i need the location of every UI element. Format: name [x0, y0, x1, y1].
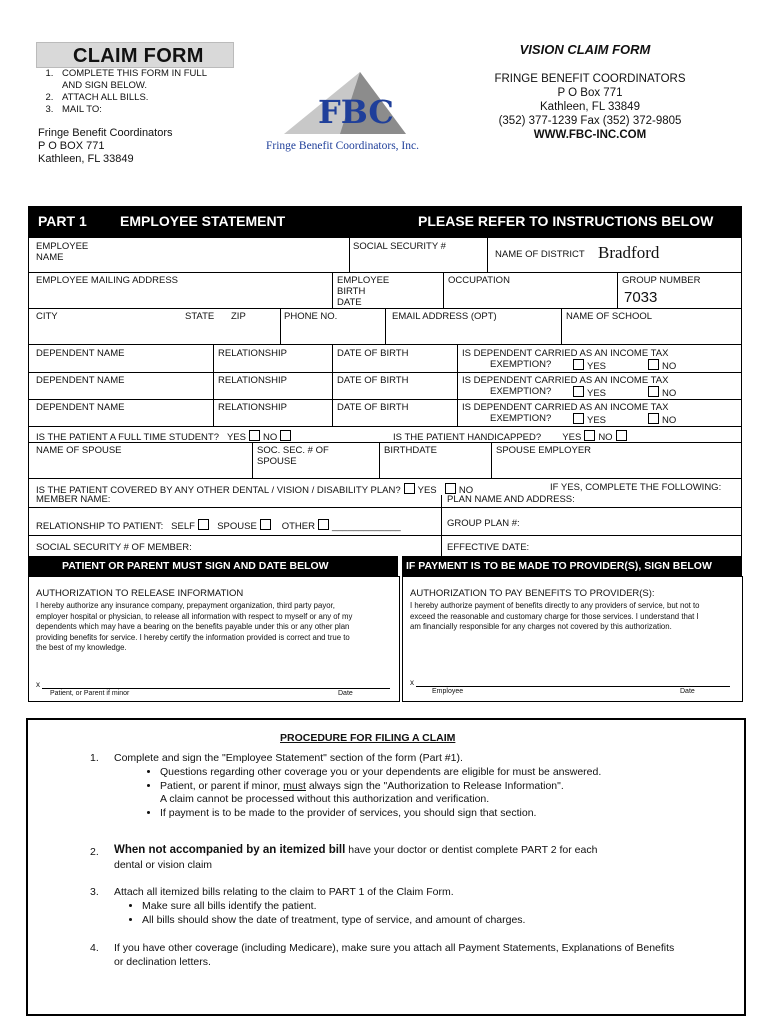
form-title: CLAIM FORM	[73, 45, 204, 67]
other-checkbox[interactable]	[318, 519, 329, 530]
form-title-bar	[36, 42, 234, 68]
step-1-bullets	[114, 766, 601, 820]
procedure-box	[26, 718, 746, 1016]
release-heading: AUTHORIZATION TO RELEASE INFORMATION	[36, 588, 244, 599]
company-web: WWW.FBC-INC.COM	[533, 129, 647, 141]
mail-box: P O BOX 771	[38, 140, 105, 152]
step-3-bullets	[96, 900, 525, 927]
procedure-step-4: If you have other coverage (including Medicare), make sure you attach all Payment Statements, Explanations of Benefits	[114, 942, 675, 954]
self-checkbox[interactable]	[198, 519, 209, 530]
dob-label: DATE OF BIRTH	[337, 375, 409, 386]
patient-signature-line[interactable]	[42, 688, 390, 689]
relationship-label: RELATIONSHIP	[218, 402, 287, 413]
refer-text: PLEASE REFER TO INSTRUCTIONS BELOW	[418, 213, 714, 229]
yes-option[interactable]: YES	[570, 413, 606, 427]
birth-date-label: EMPLOYEE BIRTH DATE	[337, 275, 390, 308]
pay-heading: AUTHORIZATION TO PAY BENEFITS TO PROVIDER(S):	[410, 588, 655, 599]
step-3: 3. MAIL TO:	[56, 104, 222, 116]
school-label: NAME OF SCHOOL	[566, 311, 653, 322]
exemption-label: EXEMPTION?	[490, 359, 552, 370]
zip-label: ZIP	[231, 311, 246, 322]
part-label: PART 1	[38, 213, 87, 229]
company-box: P O Box 771	[557, 87, 623, 99]
procedure-step-1: Complete and sign the "Employee Statement" section of the form (Part #1).	[114, 752, 463, 764]
if-yes-label: IF YES, COMPLETE THE FOLLOWING:	[550, 482, 722, 493]
vision-claim-title: VISION CLAIM FORM	[519, 42, 651, 57]
employee-name-label: EMPLOYEE NAME	[36, 241, 89, 263]
no-checkbox[interactable]	[648, 386, 659, 397]
other-plan-question: IS THE PATIENT COVERED BY ANY OTHER DENTAL / VISION / DISABILITY PLAN? YES NO	[36, 485, 474, 496]
other-plan-yes-checkbox[interactable]	[404, 483, 415, 494]
tax-question: IS DEPENDENT CARRIED AS AN INCOME TAX	[462, 375, 669, 386]
state-label: STATE	[185, 311, 215, 322]
no-option[interactable]: NO	[645, 413, 676, 427]
dependent-name-label: DEPENDENT NAME	[36, 402, 125, 413]
handicapped-question: IS THE PATIENT HANDICAPPED? YES NO	[393, 430, 630, 444]
step-number-1: 1.	[90, 752, 99, 764]
procedure-step-3: Attach all itemized bills relating to the claim to PART 1 of the Claim Form.	[114, 886, 454, 898]
yes-checkbox[interactable]	[573, 413, 584, 424]
step-number-4: 4.	[90, 942, 99, 954]
relationship-label: RELATIONSHIP	[218, 375, 287, 386]
spouse-ssn-label: SOC. SEC. # OF SPOUSE	[257, 445, 329, 467]
logo-text: FBC	[318, 93, 394, 131]
company-city: Kathleen, FL 33849	[540, 101, 640, 113]
fbc-logo	[262, 70, 452, 158]
relationship-to-patient: RELATIONSHIP TO PATIENT: SELF SPOUSE OTHER _____________	[36, 521, 401, 532]
release-text: I hereby authorize any insurance company, prepayment organization, third party payor, employer hospital or physician, to release all information with respect to myself or any of my dependents which may have a bearing on the benefits payable under this or any other plan providing benefits for service. I hereby certify the information provided is correct and true to the best of my knowledge.	[36, 601, 353, 652]
yes-checkbox[interactable]	[573, 359, 584, 370]
other-plan-no-checkbox[interactable]	[445, 483, 456, 494]
bullet: • Questions regarding other coverage you or your dependents are eligible for must be answered.	[160, 766, 601, 780]
group-plan-label: GROUP PLAN #:	[447, 518, 520, 529]
email-label: EMAIL ADDRESS (OPT)	[392, 311, 497, 322]
step-1: 1. COMPLETE THIS FORM IN FULL AND SIGN BELOW.	[56, 68, 222, 92]
employee-date-label: Date	[680, 688, 695, 695]
yes-option[interactable]: YES	[570, 386, 606, 400]
no-checkbox[interactable]	[648, 359, 659, 370]
bullet: • Patient, or parent if minor, must always sign the "Authorization to Release Information".	[160, 780, 601, 794]
step-number-2: 2.	[90, 846, 99, 858]
bullet: • Make sure all bills identify the patient.	[142, 900, 525, 914]
dob-label: DATE OF BIRTH	[337, 348, 409, 359]
patient-sign-title: PATIENT OR PARENT MUST SIGN AND DATE BELOW	[62, 560, 329, 572]
handicapped-yes-checkbox[interactable]	[584, 430, 595, 441]
step-number-3: 3.	[90, 886, 99, 898]
patient-signer-label: Patient, or Parent if minor	[50, 690, 130, 697]
provider-sign-title: IF PAYMENT IS TO BE MADE TO PROVIDER(S), SIGN BELOW	[406, 560, 712, 572]
no-option[interactable]: NO	[645, 386, 676, 400]
mailing-address-label: EMPLOYEE MAILING ADDRESS	[36, 275, 179, 286]
logo-subtitle: Fringe Benefit Coordinators, Inc.	[266, 140, 419, 152]
handicapped-no-checkbox[interactable]	[616, 430, 627, 441]
member-ssn-label: SOCIAL SECURITY # OF MEMBER:	[36, 542, 192, 553]
effective-date-label: EFFECTIVE DATE:	[447, 542, 530, 553]
phone-label: PHONE NO.	[284, 311, 338, 322]
dependent-name-label: DEPENDENT NAME	[36, 348, 125, 359]
group-number-value[interactable]: 7033	[624, 289, 658, 306]
step-2: 2. ATTACH ALL BILLS.	[56, 92, 222, 104]
spouse-checkbox[interactable]	[260, 519, 271, 530]
patient-x-mark: x	[36, 680, 40, 689]
dependent-name-label: DEPENDENT NAME	[36, 375, 125, 386]
yes-checkbox[interactable]	[573, 386, 584, 397]
pay-text: I hereby authorize payment of benefits directly to any providers of service, but not to exceed the reasonable and customary charge for those services. I understand that I am financially responsible for any charges not covered by this authorization.	[410, 601, 700, 631]
ssn-label: SOCIAL SECURITY #	[353, 241, 446, 252]
patient-date-label: Date	[338, 690, 353, 697]
instructions-list	[20, 68, 222, 116]
exemption-label: EXEMPTION?	[490, 386, 552, 397]
dob-label: DATE OF BIRTH	[337, 402, 409, 413]
procedure-step-2-line2: dental or vision claim	[114, 859, 213, 871]
tax-question: IS DEPENDENT CARRIED AS AN INCOME TAX	[462, 348, 669, 359]
member-name-label: MEMBER NAME:	[36, 494, 111, 505]
tax-question: IS DEPENDENT CARRIED AS AN INCOME TAX	[462, 402, 669, 413]
occupation-label: OCCUPATION	[448, 275, 510, 286]
employee-signature-line[interactable]	[416, 686, 730, 687]
no-option[interactable]: NO	[645, 359, 676, 373]
procedure-step-2: When not accompanied by an itemized bill have your doctor or dentist complete PART 2 for each	[114, 844, 598, 856]
student-no-checkbox[interactable]	[280, 430, 291, 441]
company-phone: (352) 377-1239 Fax (352) 372-9805	[498, 115, 682, 127]
company-name: FRINGE BENEFIT COORDINATORS	[494, 73, 686, 85]
exemption-label: EXEMPTION?	[490, 413, 552, 424]
bullet: • All bills should show the date of treatment, type of service, and amount of charges.	[142, 914, 525, 928]
yes-option[interactable]: YES	[570, 359, 606, 373]
mail-name: Fringe Benefit Coordinators	[38, 127, 173, 139]
district-value[interactable]: Bradford	[598, 243, 660, 262]
procedure-title: PROCEDURE FOR FILING A CLAIM	[280, 732, 456, 744]
no-checkbox[interactable]	[648, 413, 659, 424]
city-label: CITY	[36, 311, 58, 322]
procedure-step-4-line2: or declination letters.	[114, 956, 211, 968]
employee-signer-label: Employee	[432, 688, 464, 695]
mail-city: Kathleen, FL 33849	[38, 153, 134, 165]
spouse-birthdate-label: BIRTHDATE	[384, 445, 437, 456]
section-title: EMPLOYEE STATEMENT	[120, 213, 286, 229]
group-number-label: GROUP NUMBER	[622, 275, 701, 286]
bullet-plain: A claim cannot be processed without this authorization and verification.	[160, 793, 490, 805]
employee-x-mark: x	[410, 678, 414, 687]
plan-name-label: PLAN NAME AND ADDRESS:	[447, 494, 575, 505]
student-question: IS THE PATIENT A FULL TIME STUDENT? YES NO	[36, 430, 294, 444]
spouse-name-label: NAME OF SPOUSE	[36, 445, 122, 456]
district-label: NAME OF DISTRICT	[495, 249, 585, 260]
company-block	[470, 42, 710, 141]
bullet: • If payment is to be made to the provider of services, you should sign that section.	[160, 807, 601, 821]
spouse-employer-label: SPOUSE EMPLOYER	[496, 445, 592, 456]
student-yes-checkbox[interactable]	[249, 430, 260, 441]
relationship-label: RELATIONSHIP	[218, 348, 287, 359]
